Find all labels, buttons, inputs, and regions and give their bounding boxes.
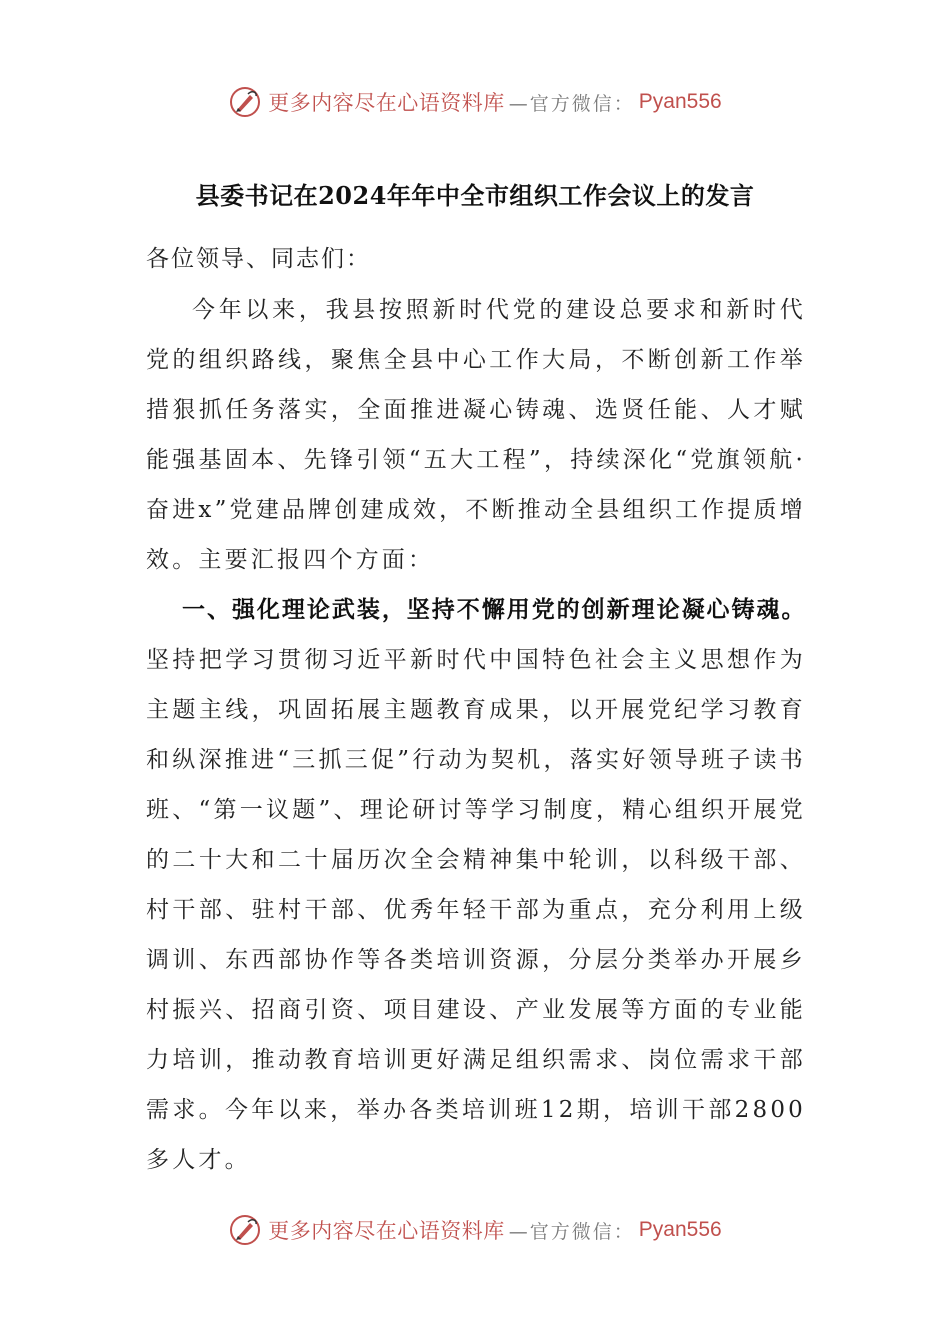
intro-paragraph: 今年以来，我县按照新时代党的建设总要求和新时代党的组织路线，聚焦全县中心工作大局，不断创新工作举措狠抓任务落实，全面推进凝心铸魂、选贤任能、人才赋能强基固本、先锋引领“五大工程”，持续深化“党旗领航·奋进x”党建品牌创建成效，不断推动全县组织工作提质增效。主要汇报四个方面： [146, 297, 806, 573]
section-1-heading: 一、强化理论武装，坚持不懈用党的创新理论凝心铸魂。 [182, 597, 806, 623]
section-1-paragraph [146, 585, 806, 1185]
watermark-banner-top [0, 82, 950, 122]
pen-logo-icon [228, 1213, 262, 1247]
document-title: 县委书记在2024年年中全市组织工作会议上的发言 [195, 181, 755, 210]
watermark-text: 更多内容尽在心语资料库 [268, 1219, 505, 1243]
watermark-separator: —官方微信： [508, 1220, 635, 1243]
watermark-separator: —官方微信： [508, 92, 635, 115]
pen-logo-icon [228, 85, 262, 119]
watermark-banner-bottom [0, 1210, 950, 1250]
salutation: 各位领导、同志们： [146, 246, 371, 272]
watermark-wechat-id: Pyan556 [638, 1218, 722, 1241]
watermark-wechat-id: Pyan556 [638, 90, 722, 113]
section-1-body: 坚持把学习贯彻习近平新时代中国特色社会主义思想作为主题主线，巩固拓展主题教育成果，以开展党纪学习教育和纵深推进“三抓三促”行动为契机，落实好领导班子读书班、“第一议题”、理论研讨等学习制度，精心组织开展党的二十大和二十届历次全会精神集中轮训，以科级干部、村干部、驻村干部、优秀年轻干部为重点，充分利用上级调训、东西部协作等各类培训资源，分层分类举办开展乡村振兴、招商引资、项目建设、产业发展等方面的专业能力培训，推动教育培训更好满足组织需求、岗位需求干部需求。今年以来，举办各类培训班12期，培训干部2800多人才。 [146, 647, 806, 1173]
watermark-text: 更多内容尽在心语资料库 [268, 91, 505, 115]
